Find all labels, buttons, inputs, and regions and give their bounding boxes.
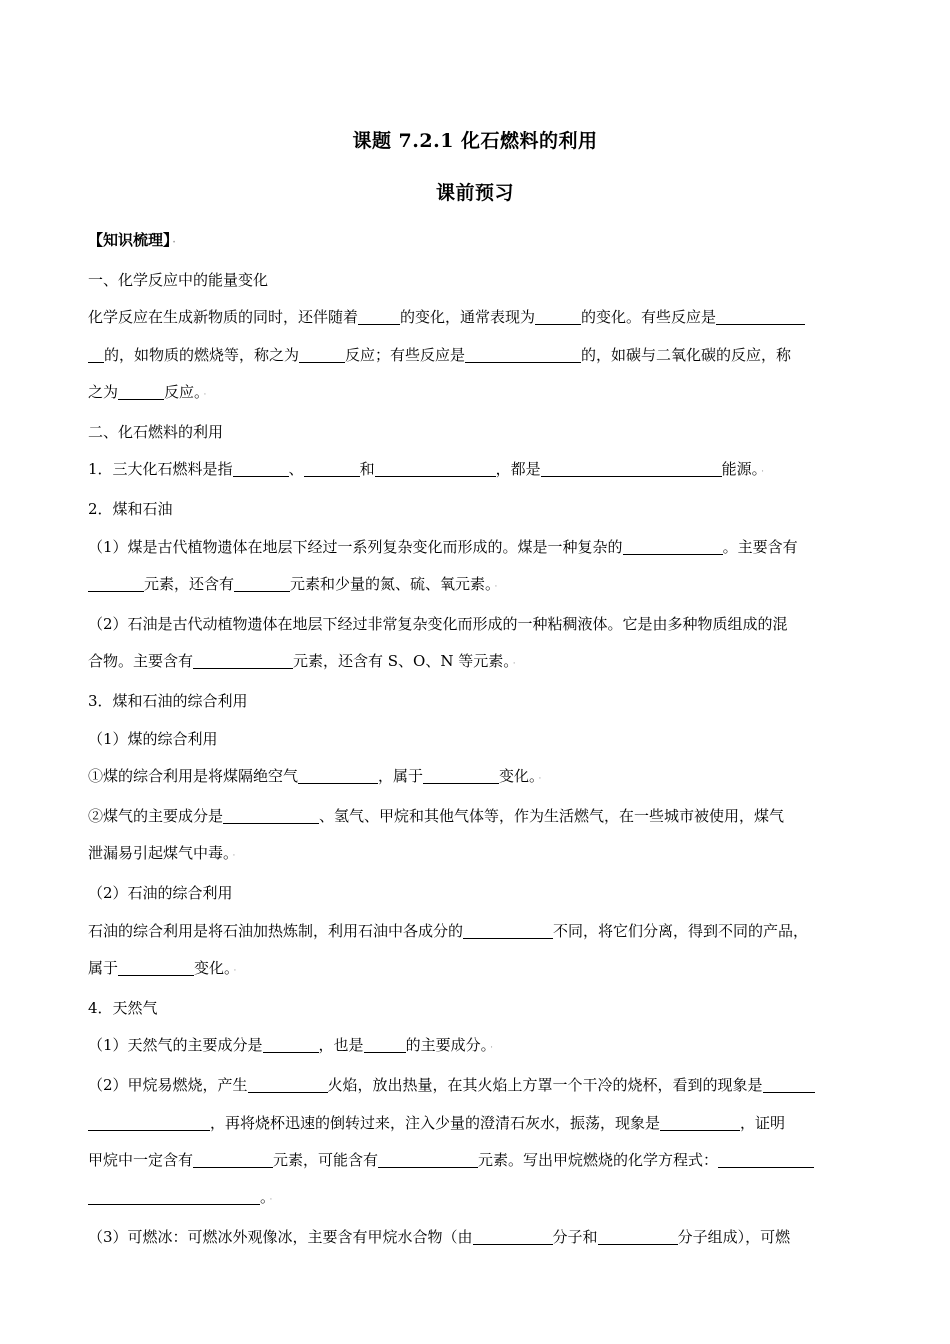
heading-energy: 一、化学反应中的能量变化 [88,271,269,290]
document-title: 课题 7.2.1 化石燃料的利用 [352,130,598,152]
heading-fossil-fuels: 二、化石燃料的利用 [88,423,224,442]
item-coal: （1）煤是古代植物遗体在地层下经过一系列复杂变化而形成的。煤是一种复杂的 。主要含有 元素，还含有 元素和少量的氮、硫、氧元素。 · [88,537,798,593]
document-body [88,222,866,1256]
item-gas-2: （2）甲烷易燃烧，产生 火焰，放出热量，在其火焰上方罩一个干冷的烧杯，看到的现象是 ，再将烧杯迅速的倒转过来，注入少量的澄清石灰水，振荡，现象是 ，证明 甲烷中一定含有 元素，可能含有 元素。写出甲烷燃烧的化学方程式： 。 · [88,1067,866,1219]
item-coal-use-2: ②煤气的主要成分是 、氢气、甲烷和其他气体等，作为生活燃气，在一些城市被使用，煤气 泄漏易引起煤气中毒。 · [88,807,785,863]
heading-coal-use: （1）煤的综合利用 [88,729,218,748]
item-oil-use: 石油的综合利用是将石油加热炼制，利用石油中各成分的 不同，将它们分离，得到不同的产品， 属于 变化。 · [88,921,809,977]
heading-natural-gas: 4．天然气 [88,999,158,1018]
item-gas-1: （1）天然气的主要成分是 ，也是 的主要成分。 · [88,1036,493,1055]
section-heading: 【知识梳理】 · [88,231,176,249]
heading-comprehensive-use: 3．煤和石油的综合利用 [88,692,248,711]
item-three-fuels: 1．三大化石燃料是指 、 和 ，都是 能源。 · [88,460,764,479]
heading-oil-use: （2）石油的综合利用 [88,884,233,903]
item-gas-3: （3）可燃冰：可燃冰外观像冰，主要含有甲烷水合物（由 分子和 分子组成），可燃 [88,1228,791,1247]
paragraph-energy: 化学反应在生成新物质的同时，还伴随着 的变化，通常表现为 的变化。有些反应是 的，如物质的燃烧等，称之为 反应；有些反应是 的，如碳与二氧化碳的反应，称 之为 反应。 · [88,299,866,414]
item-oil: （2）石油是古代动植物遗体在地层下经过非常复杂变化而形成的一种粘稠液体。它是由多种物质组成的混 合物。主要含有 元素，还含有 S、O、N 等元素。 · [88,615,788,671]
heading-coal-oil: 2．煤和石油 [88,500,173,519]
document-subtitle: 课前预习 [435,182,514,204]
item-coal-use-1: ①煤的综合利用是将煤隔绝空气 ，属于 变化。 · [88,766,542,785]
